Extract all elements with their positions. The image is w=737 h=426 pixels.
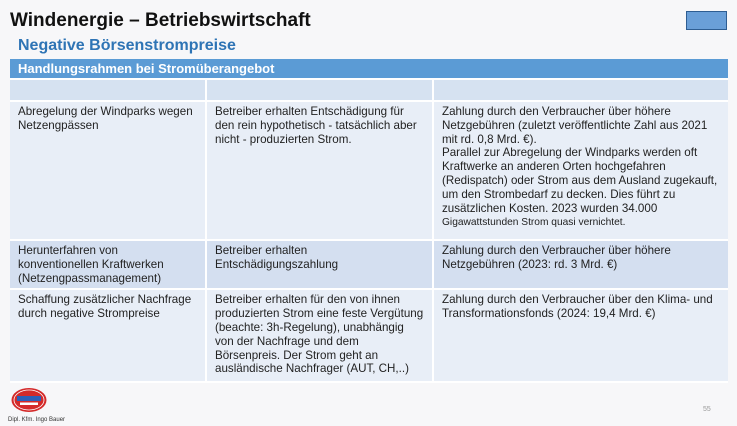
page-number: 55 — [703, 406, 711, 413]
table-row — [10, 101, 728, 240]
payment-cell: Zahlung durch den Verbraucher über höhere Netzgebühren (2023: rd. 3 Mrd. €) — [433, 240, 728, 289]
payment-cell — [433, 101, 728, 240]
table-row — [10, 240, 728, 289]
measure-cell: Abregelung der Windparks wegen Netzengpässen — [10, 101, 206, 240]
table-cell — [433, 79, 728, 101]
operator-cell: Betreiber erhalten Entschädigung für den rein hypothetisch - tatsächlich aber nicht - produzierten Strom. — [206, 101, 433, 240]
footer-author: Dipl. Kfm. Ingo Bauer — [8, 417, 66, 423]
payment-text: Zahlung durch den Verbraucher über höhere Netzgebühren (zuletzt veröffentlichte Zahl aus 2021 mit rd. 0,8 Mrd. €). Parallel zur Abregelung der Windparks werden oft Kraftwerke an anderen Orten hochgefahren (Redispatch) oder Strom aus dem Ausland zugekauft, um den Strombedarf zu decken. Dies führt zu zusätzlichen Kosten. 2023 wurden 34.000 — [442, 105, 718, 215]
measure-cell: Herunterfahren von konventionellen Kraftwerken (Netzengpassmanagement) — [10, 240, 206, 289]
nav-box[interactable] — [686, 11, 727, 30]
action-table — [10, 59, 728, 383]
slide-subtitle: Negative Börsenstrompreise — [18, 37, 236, 54]
measure-cell: Schaffung zusätzlicher Nachfrage durch negative Strompreise — [10, 289, 206, 382]
table-row — [10, 289, 728, 382]
table-blank-row — [10, 79, 728, 101]
table-heading: Handlungsrahmen bei Stromüberangebot — [10, 59, 728, 79]
payment-note: Gigawattstunden Strom quasi vernichtet. — [442, 217, 626, 229]
table-cell — [206, 79, 433, 101]
author-logo-icon — [10, 387, 48, 413]
payment-cell: Zahlung durch den Verbraucher über den Klima- und Transformationsfonds (2024: 19,4 Mrd. €) — [433, 289, 728, 382]
table-cell — [10, 79, 206, 101]
slide-title: Windenergie – Betriebswirtschaft — [10, 10, 311, 31]
operator-cell: Betreiber erhalten für den von ihnen produzierten Strom eine feste Vergütung (beachte: 3h-Regelung), unabhängig von der Nachfrage und dem Börsenpreis. Der Strom geht an ausländische Nachfrager (AUT, CH,..) — [206, 289, 433, 382]
operator-cell: Betreiber erhalten Entschädigungszahlung — [206, 240, 433, 289]
